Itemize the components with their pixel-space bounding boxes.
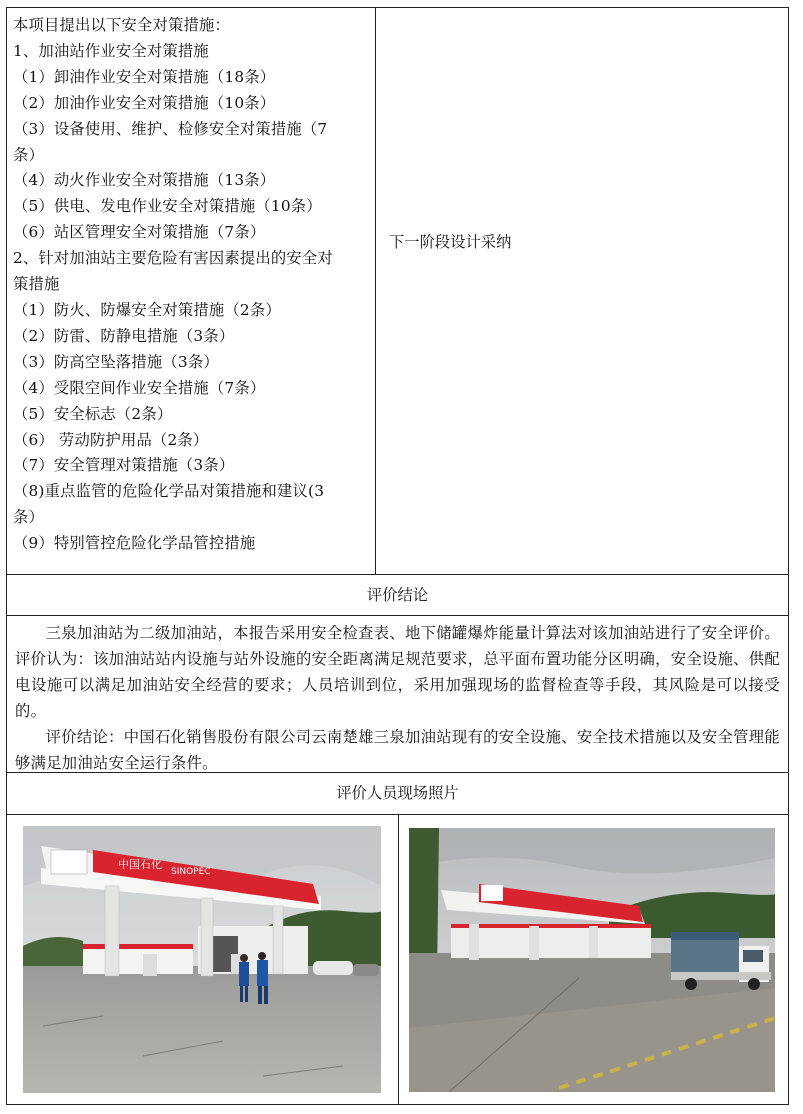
canopy-brand-en: SINOPEC — [171, 867, 211, 877]
measure-line: （8)重点监管的危险化学品对策措施和建议(3 — [13, 482, 325, 501]
conclusion-header: 评价结论 — [366, 586, 429, 604]
measure-line: （1）卸油作业安全对策措施（18条） — [13, 67, 276, 86]
measure-line: （2）加油作业安全对策措施（10条） — [13, 93, 276, 112]
measure-line: （6）站区管理安全对策措施（7条） — [13, 223, 266, 242]
site-photo-staff-at-canopy — [23, 826, 381, 1093]
measure-line: （4）动火作业安全对策措施（13条） — [13, 171, 276, 190]
measure-line: （7）安全管理对策措施（3条） — [13, 456, 235, 475]
measure-line: （4）受限空间作业安全措施（7条） — [13, 378, 266, 397]
measure-line: （5）安全标志（2条） — [13, 404, 173, 423]
measure-line: 2、针对加油站主要危险有害因素提出的安全对 — [13, 249, 333, 268]
measure-line: （1）防火、防爆安全对策措施（2条） — [13, 300, 281, 319]
measure-line: （3）设备使用、维护、检修安全对策措施（7 — [13, 119, 328, 138]
adoption-cell — [377, 8, 788, 574]
column-divider — [398, 815, 399, 1105]
measure-line: （5）供电、发电作业安全对策措施（10条） — [13, 197, 322, 216]
measure-line: （3）防高空坠落措施（3条） — [13, 352, 219, 371]
measure-line: 策措施 — [13, 275, 60, 294]
safety-measures-cell — [7, 8, 375, 574]
canopy-brand-cn: 中国石化 — [118, 858, 162, 871]
measure-line: （9）特别管控危险化学品管控措施 — [13, 534, 256, 553]
measure-line: （6） 劳动防护用品（2条） — [13, 430, 209, 449]
adoption-text: 下一阶段设计采纳 — [389, 233, 512, 251]
report-table — [6, 7, 789, 1105]
conclusion-paragraph-1: 三泉加油站为二级加油站，本报告采用安全检查表、地下储罐爆炸能量计算法对该加油站进行了安全评价。评价认为：该加油站站内设施与站外设施的安全距离满足规范要求，总平面布置功能分区明确，安全设施、供配电设施可以满足加油站安全经营的要求；人员培训到位，采用加强现场的监督检查等手段，其风险是可以接受的。 — [15, 624, 780, 720]
conclusion-body — [7, 616, 788, 772]
column-divider — [375, 8, 376, 574]
conclusion-paragraph-2: 评价结论：中国石化销售股份有限公司云南楚雄三泉加油站现有的安全设施、安全技术措施以及安全管理能够满足加油站安全运行条件。 — [15, 728, 780, 772]
measure-line: 条） — [13, 145, 44, 164]
measure-line: 条） — [13, 508, 44, 527]
measure-line: （2）防雷、防静电措施（3条） — [13, 326, 235, 345]
measure-line: 1、加油站作业安全对策措施 — [13, 41, 209, 60]
measure-line: 本项目提出以下安全对策措施： — [13, 16, 230, 34]
site-photo-station-forecourt — [409, 828, 775, 1092]
photos-header: 评价人员现场照片 — [336, 784, 459, 802]
